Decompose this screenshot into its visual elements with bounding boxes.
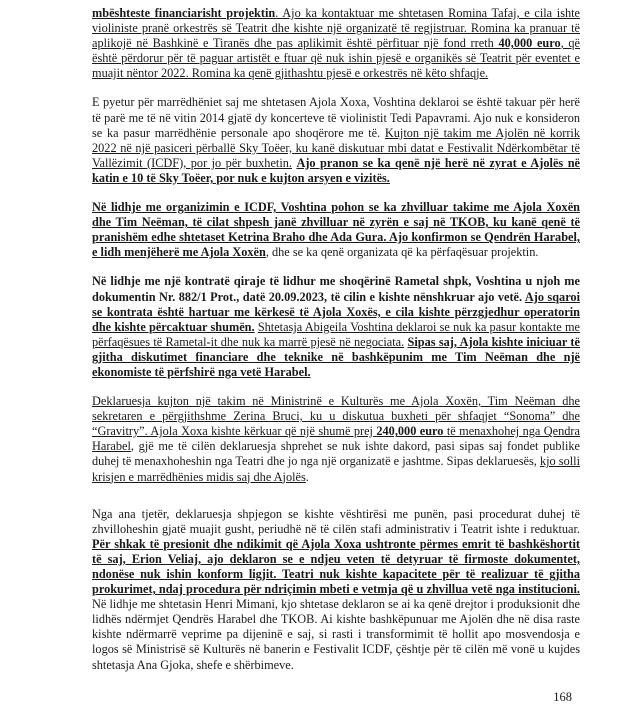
text-segment-bold-underline: 40,000 euro <box>498 36 561 51</box>
text-segment-bold-underline: Në lidhje me organizimin e ICDF, Voshtina pohon se ka zhvilluar takime me Ajola Xoxën dhe Tim Neëman, të cilat shpesh janë zhvilluar në zyrën e saj në TKOB, ku kanë qenë të pranishëm edhe shtetaset Ketrina Braho dhe Ada Gura. Ajo konfirmon se Qendrën Harabel, e lidh menjëherë me Ajola Xoxën <box>92 200 580 260</box>
paragraph <box>92 394 580 485</box>
document-body <box>92 6 580 673</box>
text-segment: Në lidhje me shtetasin Henri Mimani, kjo shtetase deklaron se ai ka qenë drejtor i produksionit dhe lidhës ndërmjet Qendrës Harabel dhe TKOB. Ai kishte bashkëpunuar me Ajolën dhe në disa raste kishte ndërmarrë veprime pa dijeninë e saj, si rasti i transformimit të hollit apo mosvendosja e logos së Ministrisë së Kulturës në banerin e Festivalit ICDF, çështje për të cilën më vonë u kujdes shtetasja Ana Gjoka, shefe e shërbimeve. <box>92 597 580 672</box>
text-segment: Shtetasja Abigeila Voshtina deklaroi se nuk ka pasur kontakte me përfaqësues të Rametal-it dhe nuk ka marrë pjesë në negociata. <box>92 319 580 349</box>
paragraph <box>92 95 580 186</box>
text-segment: Romina ka pranuar të aplikojë në Bashkinë e Tiranës dhe pas aplikimit është përfituar një fond rreth <box>92 21 580 51</box>
page-number: 168 <box>553 690 572 704</box>
paragraph <box>92 274 580 380</box>
text-segment: kjo solli krisjen e marrëdhënies midis saj dhe Ajolës <box>92 454 580 484</box>
paragraph <box>92 507 580 673</box>
text-segment: , dhe se ka qenë organizata që ka përfaqësuar projektin. <box>265 245 539 260</box>
text-segment <box>498 36 560 50</box>
text-segment: Deklaruesja kujton një takim në Ministrinë e Kulturës me Ajola Xoxën, Tim Neëman dhe sekretaren e përgjithshme Zerina Bruci, ku u diskutua buxheti për shfaqjet “Sonoma” dhe “Gravitry”. Ajola Xoxa kishte kërkuar që një shumë prej <box>92 394 580 439</box>
text-segment <box>92 6 275 20</box>
text-segment-bold-underline: Për shkak të presionit dhe ndikimit që Ajola Xoxa ushtronte përmes emrit të bashkëshortit të saj, Erion Veliaj, ajo deklaron se e ndjeu veten të detyruar të firmoste dokumentet, ndonëse nuk ishin konform ligjit. Teatri nuk kishte kapacitete për të realizuar të gjitha prokurimet, ndaj procedura për ndriçimin mbeti e vetmja që u zhvillua vetë nga institucioni. <box>92 536 580 597</box>
text-segment: Kujton një takim me Ajolën në korrik 2022 në një pasiceri përballë Sky Toëer, ku kanë diskutuar mbi datat e Festivalit Ndërkombëtar të Vallëzimit (ICDF), por jo për buxhetin. <box>92 125 580 170</box>
text-segment: . Ajo ka kontaktuar me shtetasen Romina Tafaj, e cila ishte violiniste pranë orkestrës së Teatrit dhe kishte një organizatë të regjistruar. <box>92 6 580 36</box>
text-segment-bold-underline: Ajo pranon se ka qenë një herë në zyrat e Ajolës në katin e 10 të Sky Toëer, por nuk e kujton arsyen e vizitës. <box>92 155 580 185</box>
paragraph <box>92 6 580 81</box>
text-segment: , që është përdorur për të paguar artistët e ftuar që nuk ishin pjesë e organikës së Teatrit për eventet e muajit nëntor 2022. Romina ka qenë gjithashtu pjesë e orkestrës në këto shfaqje. <box>92 36 581 81</box>
text-segment: Nga ana tjetër, deklaruesja shpjegon se kishte vështirësi me punën, pasi procedurat duhej të zhvilloheshin gjatë muajit gusht, periudhë në të cilën stafi administrativ i Teatrit ishte i reduktuar. <box>92 506 580 536</box>
paragraph <box>92 200 580 260</box>
text-segment-bold-underline: 240,000 euro <box>376 424 444 439</box>
text-segment <box>376 424 443 438</box>
text-segment <box>92 537 580 596</box>
text-segment-bold-underline: Ajo sqaroi se kontrata është hartuar me kërkesë të Ajola Xoxës, e cila kishte përzgjedhur operatorin dhe kishte përcaktuar shumën. <box>92 289 580 334</box>
text-segment: të menaxhohej nga Qendra Harabel <box>92 424 580 454</box>
text-segment: . <box>305 469 309 484</box>
text-segment-bold-underline: Sipas saj, Ajola kishte iniciuar të gjitha diskutimet financiare dhe teknike në bashkëpunim me Tim Neëman dhe një ekonomiste të përfshirë nga vetë Harabel. <box>92 334 580 379</box>
text-segment: , gjë me të cilën deklaruesja shprehet se nuk ishte dakord, pasi sipas saj fondet publike duhej të menaxhoheshin nga Teatri dhe jo nga një organizatë e jashtme. Sipas deklaruesës, <box>92 439 580 469</box>
text-segment: E pyetur për marrëdhëniet saj me shtetasen Ajola Xoxa, Voshtina deklaroi se është takuar për herë të parë me të në vitin 2014 gjatë dy koncerteve të violinistit Tedi Papavrami. Ajo nuk e konsideron se ka pasur marrëdhënie personale apo shoqërore me të. <box>92 95 580 140</box>
text-segment: Në lidhje me një kontratë qiraje të lidhur me shoqërinë Rametal shpk, Voshtina u njoh me dokumentin Nr. 882/1 Prot., datë 20.09.2023, të cilin e kishte nënshkruar ajo vetë. <box>92 274 580 304</box>
text-segment-bold-underline: mbështeste financiarisht projektin <box>92 6 276 20</box>
